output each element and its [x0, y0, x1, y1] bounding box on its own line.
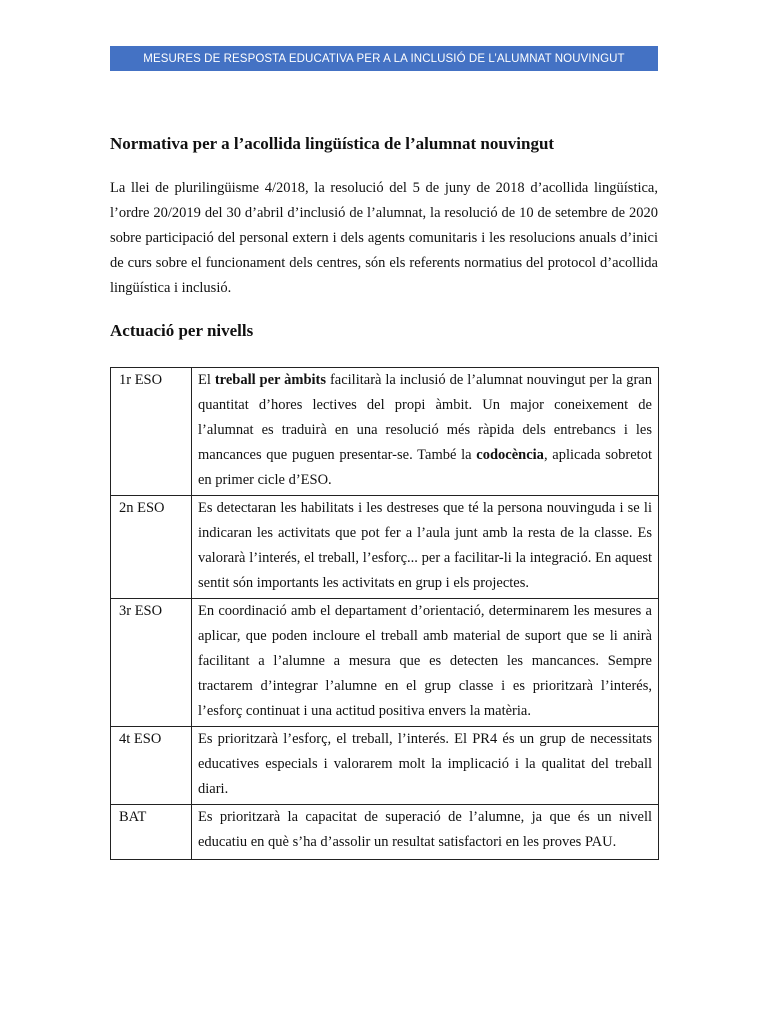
section-title-normativa: Normativa per a l’acollida lingüística de l’alumnat nouvingut	[110, 134, 555, 153]
level-cell: 1r ESO	[111, 368, 192, 496]
table-row	[111, 599, 659, 727]
level-cell: BAT	[111, 805, 192, 860]
description-text: Es prioritzarà la capacitat de superació de l’alumne, ja que és un nivell educatiu en què s’ha d’assolir un resultat satisfactori en les proves PAU.	[198, 809, 652, 850]
description-text: El	[198, 372, 215, 388]
header-banner-text: MESURES DE RESPOSTA EDUCATIVA PER A LA INCLUSIÓ DE L’ALUMNAT NOUVINGUT	[143, 52, 625, 65]
intro-paragraph: La llei de plurilingüisme 4/2018, la resolució del 5 de juny de 2018 d’acollida lingüística, l’ordre 20/2019 del 30 d’abril d’inclusió de l’alumnat, la resolució de 10 de setembre de 2020 sobre participació del personal extern i dels agents comunitaris i les resolucions anuals d’inici de curs sobre el funcionament dels centres, són els referents normatius del protocol d’acollida lingüística i inclusió.	[110, 180, 658, 296]
description-cell	[192, 368, 659, 496]
table-row	[111, 368, 659, 496]
levels-table	[110, 367, 659, 860]
level-cell: 3r ESO	[111, 599, 192, 727]
description-cell	[192, 805, 659, 860]
table-row	[111, 805, 659, 860]
description-cell	[192, 599, 659, 727]
header-banner	[110, 46, 658, 71]
table-row	[111, 496, 659, 599]
highlighted-term: codocència	[476, 447, 544, 463]
description-text: facilitarà la inclusió de l’alumnat nouvingut per la gran quantitat d’hores lectives del propi àmbit. Un major coneixement de l’alumnat es traduirà en una resolució més ràpida dels entrebancs i les mancances que puguen presentar-se. També la	[198, 372, 652, 463]
level-cell: 2n ESO	[111, 496, 192, 599]
table-row	[111, 727, 659, 805]
description-text: En coordinació amb el departament d’orientació, determinarem les mesures a aplicar, que poden incloure el treball amb material de suport que se li anirà facilitant a l’alumne a mesura que es detecten les mancances. Sempre tractarem d’integrar l’alumne en el grup classe i es prioritzarà l’interés, l’esforç continuat i una actitud positiva envers la matèria.	[198, 603, 652, 719]
description-cell	[192, 727, 659, 805]
highlighted-term: treball per àmbits	[214, 372, 327, 388]
level-cell: 4t ESO	[111, 727, 192, 805]
description-text: Es prioritzarà l’esforç, el treball, l’interés. El PR4 és un grup de necessitats educatives especials i valorarem molt la implicació i la qualitat del treball diari.	[198, 731, 652, 797]
description-cell	[192, 496, 659, 599]
section-title-actuacio: Actuació per nivells	[110, 321, 254, 340]
levels-table-body	[111, 368, 659, 860]
description-text: Es detectaran les habilitats i les destreses que té la persona nouvinguda i se li indicaran les activitats que pot fer a l’aula junt amb la resta de la classe. Es valorarà l’interés, el treball, l’esforç... per a facilitar-li la integració. En aquest sentit són importants les activitats en grup i els projectes.	[198, 500, 652, 591]
description-text: , aplicada sobretot en primer cicle d’ESO.	[198, 447, 652, 488]
